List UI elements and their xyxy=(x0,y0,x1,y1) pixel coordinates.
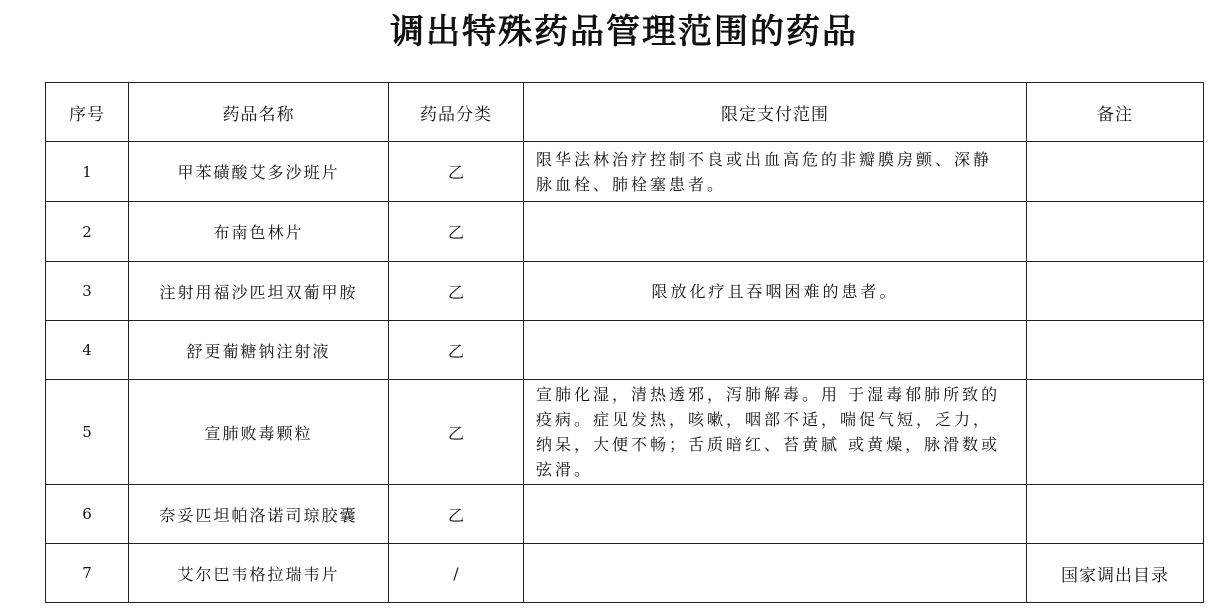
cell-no: 1 xyxy=(46,142,129,202)
cell-name: 奈妥匹坦帕洛诺司琼胶囊 xyxy=(129,485,389,544)
cell-category: 乙 xyxy=(389,485,524,544)
cell-category: 乙 xyxy=(389,321,524,380)
cell-name: 甲苯磺酸艾多沙班片 xyxy=(129,142,389,202)
cell-remark xyxy=(1027,142,1204,202)
cell-no: 2 xyxy=(46,202,129,262)
cell-scope xyxy=(524,202,1027,262)
cell-scope xyxy=(524,321,1027,380)
cell-no: 6 xyxy=(46,485,129,544)
header-no: 序号 xyxy=(46,83,129,142)
header-remark: 备注 xyxy=(1027,83,1204,142)
cell-scope xyxy=(524,262,1027,321)
scope-line: 脉血栓、肺栓塞患者。 xyxy=(536,174,727,194)
scope-line: 弦滑。 xyxy=(536,460,594,479)
cell-remark xyxy=(1027,380,1204,485)
scope-line: 宣肺化湿，清热透邪，泻肺解毒。用 于湿毒郁肺所致的 xyxy=(536,385,1001,404)
cell-name: 艾尔巴韦格拉瑞韦片 xyxy=(129,544,389,603)
document-title: 调出特殊药品管理范围的药品 xyxy=(390,12,858,52)
table-row xyxy=(46,321,1204,380)
scope-line: 限华法林治疗控制不良或出血高危的非瓣膜房颤、深静 xyxy=(536,149,993,169)
cell-scope xyxy=(524,544,1027,603)
cell-scope xyxy=(524,485,1027,544)
cell-no: 7 xyxy=(46,544,129,603)
cell-remark xyxy=(1027,485,1204,544)
cell-remark: 国家调出目录 xyxy=(1027,544,1204,603)
cell-category: / xyxy=(389,544,524,603)
cell-remark xyxy=(1027,202,1204,262)
cell-remark xyxy=(1027,262,1204,321)
table-row xyxy=(46,485,1204,544)
scope-line: 疫病。症见发热，咳嗽，咽部不适，喘促气短，乏力， xyxy=(536,410,993,429)
cell-name: 宣肺败毒颗粒 xyxy=(129,380,389,485)
cell-remark xyxy=(1027,321,1204,380)
table-row xyxy=(46,142,1204,202)
cell-category: 乙 xyxy=(389,262,524,321)
cell-name: 布南色林片 xyxy=(129,202,389,262)
table-header-row xyxy=(46,83,1204,142)
cell-scope xyxy=(524,380,1027,485)
header-name: 药品名称 xyxy=(129,83,389,142)
table-row xyxy=(46,202,1204,262)
cell-scope xyxy=(524,142,1027,202)
table-row xyxy=(46,262,1204,321)
cell-category: 乙 xyxy=(389,142,524,202)
drug-table xyxy=(45,82,1204,603)
cell-category: 乙 xyxy=(389,380,524,485)
header-category: 药品分类 xyxy=(389,83,524,142)
scope-line: 纳呆，大便不畅；舌质暗红、苔黄腻 或黄燥，脉滑数或 xyxy=(536,435,1001,454)
cell-category: 乙 xyxy=(389,202,524,262)
scope-line: 限放化疗且吞咽困难的患者。 xyxy=(651,281,899,301)
cell-no: 4 xyxy=(46,321,129,380)
table-row xyxy=(46,380,1204,485)
cell-name: 注射用福沙匹坦双葡甲胺 xyxy=(129,262,389,321)
header-scope: 限定支付范围 xyxy=(524,83,1027,142)
cell-no: 5 xyxy=(46,380,129,485)
table-row xyxy=(46,544,1204,603)
cell-no: 3 xyxy=(46,262,129,321)
cell-name: 舒更葡糖钠注射液 xyxy=(129,321,389,380)
